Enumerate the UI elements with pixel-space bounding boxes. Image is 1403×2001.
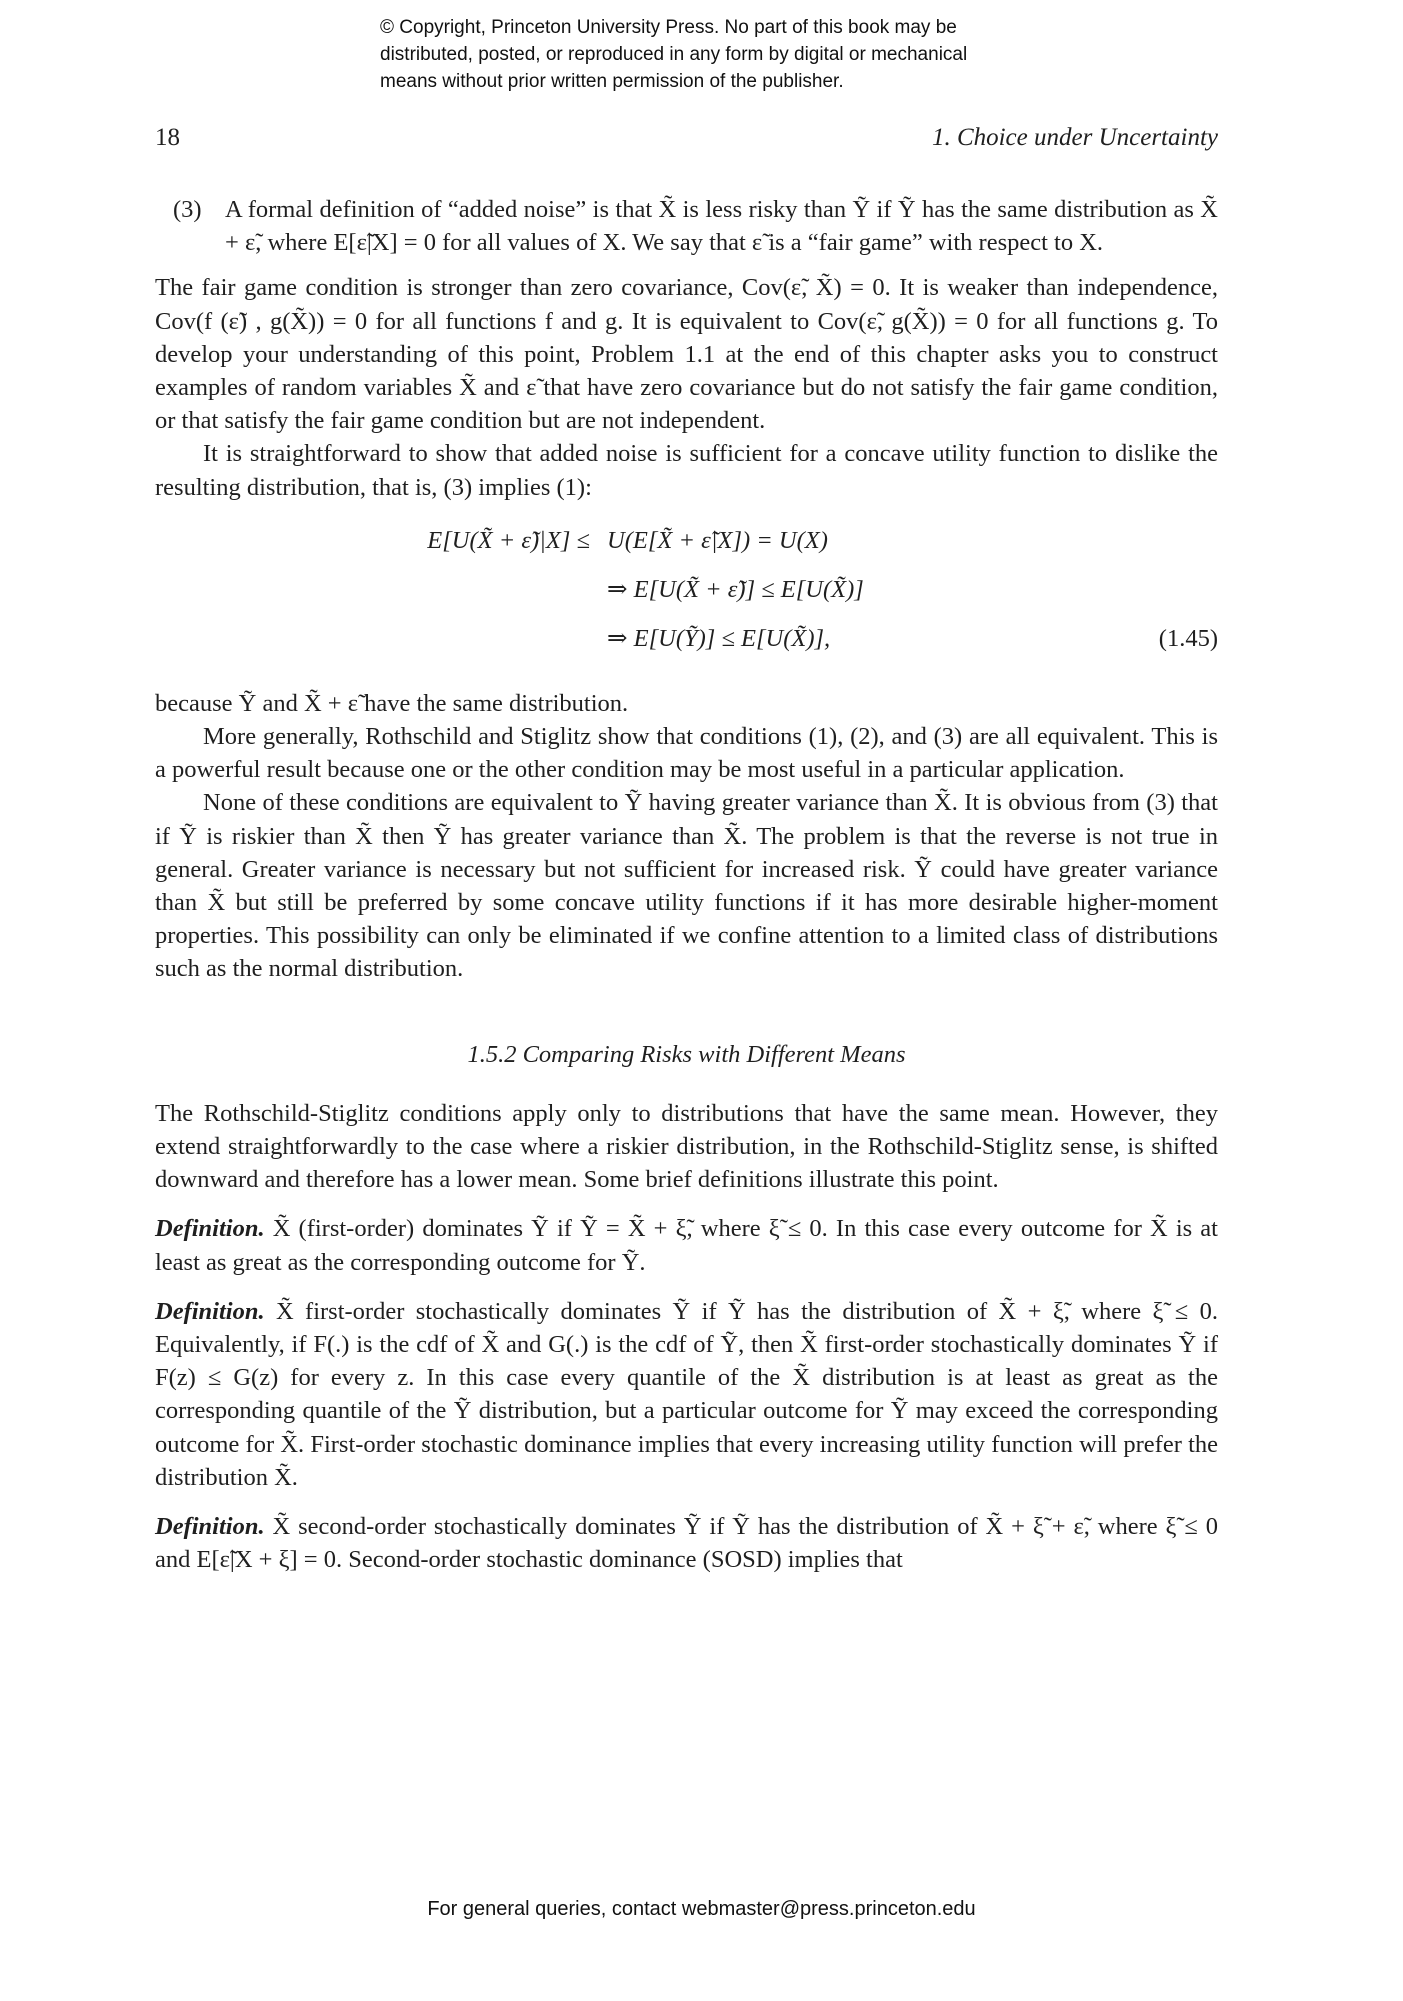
equation-row [155,524,1218,573]
equation-lhs: E[U(X̃ + ε̃)|X] ≤ [427,526,590,554]
list-item-3 [173,193,1218,259]
page-number: 18 [155,124,180,151]
definition-text: X̃ first-order stochastically dominates Ỹ if Ỹ has the distribution of X̃ + ξ̃, where ξ̃ ≤ 0. Equivalently, if F(.) is the cdf of X̃ and G(.) is the cdf of Ỹ, then X̃ first-order stochastically dominates Ỹ if F(z) ≤ G(z) for every z. In this case every quantile of the X̃ distribution is at least as great as the corresponding quantile of the Ỹ distribution, but a particular outcome for Ỹ may exceed the corresponding outcome for X̃. First-order stochastic dominance implies that every increasing utility function will prefer the distribution X̃. [155,1297,1218,1491]
definition-label: Definition. [155,1513,265,1541]
definition-first-order-dominance [155,1212,1218,1278]
definition-text: X̃ second-order stochastically dominates Ỹ if Ỹ has the distribution of X̃ + ξ̃ + ε̃, where ξ̃ ≤ 0 and E[ε̃|X + ξ] = 0. Second-order stochastic dominance (SOSD) implies that [155,1513,1218,1574]
paragraph-fair-game: The fair game condition is stronger than zero covariance, Cov(ε̃, X̃) = 0. It is weaker than independence, Cov(f (ε̃) , g(X̃)) = 0 for all functions f and g. It is equivalent to Cov(ε̃, g(X̃)) = 0 for all functions g. To develop your understanding of this point, Problem 1.1 at the end of this chapter asks you to construct examples of random variables X̃ and ε̃ that have zero covariance but do not satisfy the fair game condition, or that satisfy the fair game condition but are not independent. [155,274,1218,435]
definition-label: Definition. [155,1297,265,1325]
equation-row [155,573,1218,622]
definition-label: Definition. [155,1215,265,1243]
equation-number: (1.45) [1158,624,1218,652]
definition-second-order-stochastic-dominance [155,1510,1218,1576]
equation-row [155,622,1218,671]
list-item-text: A formal definition of “added noise” is that X̃ is less risky than Ỹ if Ỹ has the same distribution as X̃ + ε̃, where E[ε̃|X] = 0 for all values of X. We say that ε̃ is a “fair game” with respect to X. [225,196,1218,257]
copyright-line: distributed, posted, or reproduced in any form by digital or mechanical [380,44,968,65]
paragraph-added-noise: It is straightforward to show that added noise is sufficient for a concave utility function to dislike the resulting distribution, that is, (3) implies (1): [155,440,1218,501]
paragraph-different-means: The Rothschild-Stiglitz conditions apply only to distributions that have the same mean. However, they extend straightforwardly to the case where a riskier distribution, in the Rothschild-Stiglitz sense, is shifted downward and therefore has a lower mean. Some brief definitions illustrate this point. [155,1099,1218,1194]
equation-rhs: U(E[X̃ + ε̃|X]) = U(X) [607,526,828,554]
section-heading: 1.5.2 Comparing Risks with Different Means [467,1040,906,1068]
paragraph-rothschild-stiglitz: More generally, Rothschild and Stiglitz show that conditions (1), (2), and (3) are all equivalent. This is a powerful result because one or the other condition may be most useful in a particular application. [155,723,1218,784]
copyright-notice [380,14,1140,95]
equation-rhs: ⇒ E[U(X̃ + ε̃)] ≤ E[U(X̃)] [607,575,864,603]
copyright-line: means without prior written permission of the publisher. [380,71,844,92]
list-item-number: (3) [173,196,202,223]
equation-rhs: ⇒ E[U(Ỹ)] ≤ E[U(X̃)], [607,624,831,652]
equation-1-45 [155,524,1218,671]
definition-first-order-stochastic-dominance [155,1295,1218,1494]
page-body [155,193,1218,1577]
copyright-line: © Copyright, Princeton University Press. No part of this book may be [380,17,957,38]
definition-text: X̃ (first-order) dominates Ỹ if Ỹ = X̃ + ξ̃, where ξ̃ ≤ 0. In this case every outcome for X̃ is at least as great as the corresponding outcome for Ỹ. [155,1215,1218,1276]
paragraph-variance: None of these conditions are equivalent to Ỹ having greater variance than X̃. It is obvious from (3) that if Ỹ is riskier than X̃ then Ỹ has greater variance than X̃. The problem is that the reverse is not true in general. Greater variance is necessary but not sufficient for increased risk. Ỹ could have greater variance than X̃ but still be preferred by some concave utility functions if it has more desirable higher-moment properties. This possibility can only be eliminated if we confine attention to a limited class of distributions such as the normal distribution. [155,789,1218,983]
chapter-title: 1. Choice under Uncertainty [931,124,1218,151]
footer-contact: For general queries, contact webmaster@press.princeton.edu [427,1898,976,1920]
paragraph-same-distribution: because Ỹ and X̃ + ε̃ have the same distribution. [155,689,629,717]
